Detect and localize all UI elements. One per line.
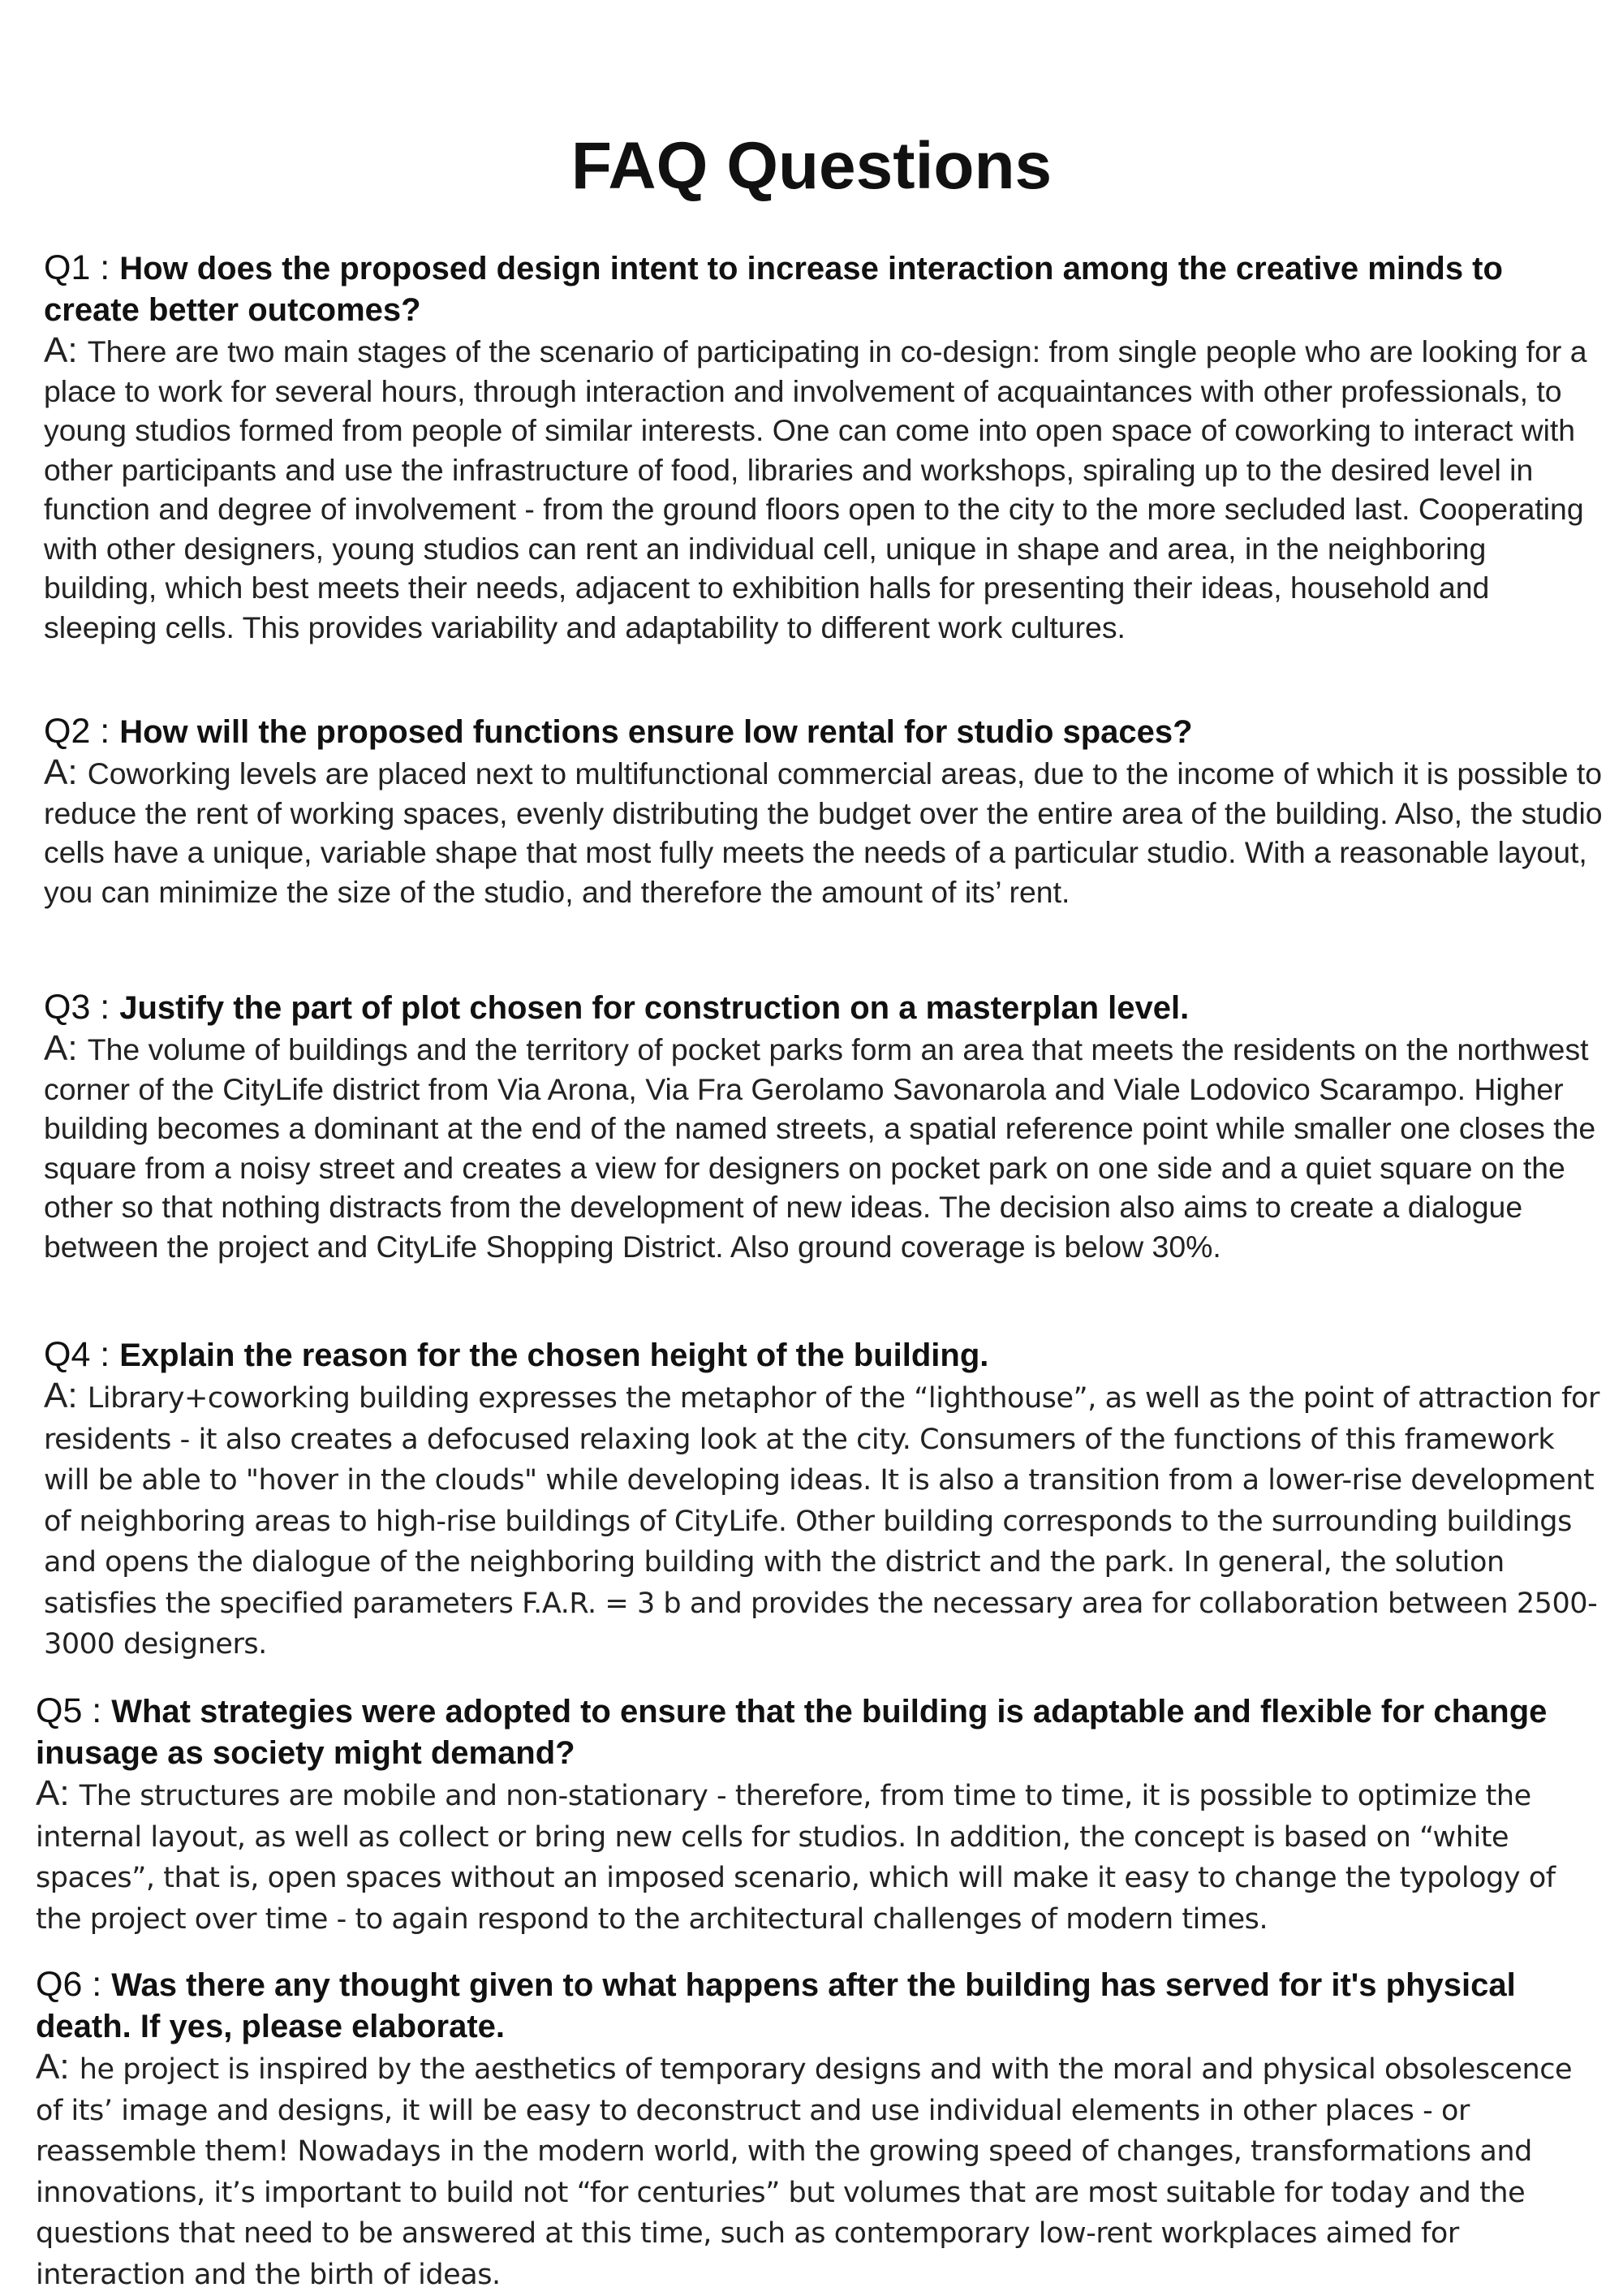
answer-prefix: A:: [44, 330, 88, 370]
question-text: Justify the part of plot chosen for construction on a masterplan level.: [119, 990, 1190, 1026]
question-number: Q2 :: [44, 712, 120, 751]
answer-text: The volume of buildings and the territory of pocket parks form an area that meets the residents on the northwest corner of the CityLife district from Via Arona, Via Fra Gerolamo Savonarola and Viale Lodovico Scarampo. Higher building becomes a dominant at the end of the named streets, a spatial reference point while smaller one closes the square from a noisy street and creates a view for designers on pocket park on one side and a quiet square on the other so that nothing distracts from the development of new ideas. The decision also aims to create a dialogue between the project and CityLife Shopping District. Also ground coverage is below 30%.: [44, 1032, 1596, 1264]
faq-item-5: [36, 1691, 1598, 1939]
answer-prefix: A:: [36, 2047, 80, 2087]
faq-item-3: [44, 987, 1606, 1266]
faq-question-4: [44, 1334, 1606, 1376]
question-text: How does the proposed design intent to increase interaction among the creative minds to create better outcomes?: [44, 251, 1503, 328]
answer-text: There are two main stages of the scenario of participating in co-design: from single people who are looking for a place to work for several hours, through interaction and involvement of acquaintances with other professionals, to young studios formed from people of similar interests. One can come into open space of coworking to interact with other participants and use the infrastructure of food, libraries and workshops, spiraling up to the desired level in function and degree of involvement - from the ground floors open to the city to the more secluded last. Cooperating with other designers, young studios can rent an individual cell, unique in shape and area, in the neighboring building, which best meets their needs, adjacent to exhibition halls for presenting their ideas, household and sleeping cells. This provides variability and adaptability to different work cultures.: [44, 334, 1587, 644]
faq-answer-3: [44, 1029, 1606, 1266]
question-number: Q6 :: [36, 1965, 112, 2004]
faq-question-2: [44, 711, 1606, 753]
faq-item-2: [44, 711, 1606, 911]
faq-answer-5: [36, 1774, 1598, 1939]
faq-question-5: [36, 1691, 1598, 1774]
question-text: How will the proposed functions ensure low rental for studio spaces?: [119, 714, 1193, 750]
answer-text: he project is inspired by the aesthetics of temporary designs and with the moral and physical obsolescence of its’ image and designs, it will be easy to deconstruct and use individual elements in other places - or reassemble them! Nowadays in the modern world, with the growing speed of changes, transformations and innovations, it’s important to build not “for centuries” but volumes that are most suitable for today and the questions that need to be answered at this time, such as contemporary low-rent workplaces aimed for interaction and the birth of ideas.: [36, 2053, 1573, 2291]
faq-item-1: [44, 248, 1606, 647]
faq-answer-4: [44, 1376, 1606, 1665]
faq-question-1: [44, 248, 1606, 331]
faq-answer-6: [36, 2048, 1598, 2294]
answer-text: The structures are mobile and non-stationary - therefore, from time to time, it is possible to optimize the internal layout, as well as collect or bring new cells for studios. In addition, the concept is based on “white spaces”, that is, open spaces without an imposed scenario, which will make it easy to change the typology of the project over time - to again respond to the architectural challenges of modern times.: [36, 1780, 1556, 1936]
question-number: Q4 :: [44, 1335, 120, 1374]
answer-prefix: A:: [36, 1773, 80, 1813]
question-text: Was there any thought given to what happens after the building has served for it's physical death. If yes, please elaborate.: [36, 1967, 1516, 2044]
faq-question-6: [36, 1964, 1598, 2048]
question-text: What strategies were adopted to ensure that the building is adaptable and flexible for change inusage as society might demand?: [36, 1694, 1548, 1771]
answer-prefix: A:: [44, 752, 88, 792]
answer-text: Library+coworking building expresses the metaphor of the “lighthouse”, as well as the point of attraction for residents - it also creates a defocused relaxing look at the city. Consumers of the functions of this framework will be able to "hover in the clouds" while developing ideas. It is also a transition from a lower-rise development of neighboring areas to high-rise buildings of CityLife. Other building corresponds to the surrounding buildings and opens the dialogue of the neighboring building with the district and the park. In general, the solution satisfies the specified parameters F.A.R. = 3 b and provides the necessary area for collaboration between 2500-3000 designers.: [44, 1382, 1599, 1661]
question-number: Q3 :: [44, 988, 120, 1027]
faq-answer-1: [44, 331, 1606, 647]
faq-item-4: [44, 1334, 1606, 1665]
answer-prefix: A:: [44, 1028, 88, 1068]
faq-question-3: [44, 987, 1606, 1029]
question-number: Q5 :: [36, 1691, 112, 1730]
faq-item-6: [36, 1964, 1598, 2294]
page-title: FAQ Questions: [570, 128, 1053, 203]
answer-prefix: A:: [44, 1376, 88, 1415]
answer-text: Coworking levels are placed next to multifunctional commercial areas, due to the income of which it is possible to reduce the rent of working spaces, evenly distributing the budget over the entire area of the building. Also, the studio cells have a unique, variable shape that most fully meets the needs of a particular studio. With a reasonable layout, you can minimize the size of the studio, and therefore the amount of its’ rent.: [44, 756, 1603, 909]
question-text: Explain the reason for the chosen height of the building.: [119, 1338, 989, 1373]
faq-answer-2: [44, 753, 1606, 911]
question-number: Q1 :: [44, 248, 120, 287]
